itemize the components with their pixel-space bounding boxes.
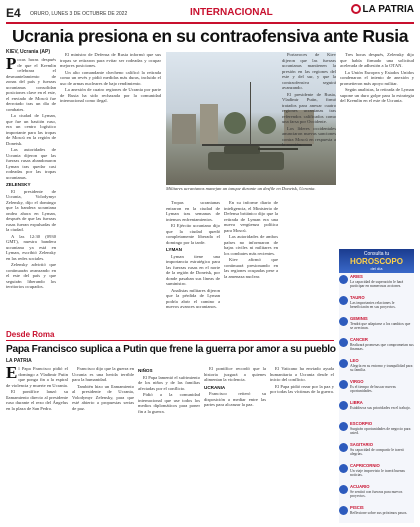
sign-text: Realizará promesas que comprometan sus finanzas. xyxy=(350,342,414,352)
article-column-5 xyxy=(282,52,336,325)
sign-name: VIRGO xyxy=(350,379,364,384)
subhead: LYMAN xyxy=(166,247,182,252)
paragraph: La Unión Europea y Estados Unidos condenaron el intento de anexión y prometieron más apoyo militar. xyxy=(340,69,414,86)
paragraph: Kiev afirmó que continuará presionando en las regiones ocupadas pese a la amenaza nuclear. xyxy=(224,257,278,279)
horoscope-sign xyxy=(339,296,414,310)
paragraph: ocas horas después de que el Kremlin celebrara el desmantelamiento de zonas del país y fuerzas ucranianas consolidan posiciones clave en el este, el enviado de Moscú fue derrotado tras un día de combates. xyxy=(6,57,56,112)
second-byline: LA PATRIA xyxy=(6,358,32,364)
taurus-icon xyxy=(339,296,348,305)
sign-text: Un viaje imprevisto le traerá buenas noticias. xyxy=(350,468,405,478)
sign-text: Las importantes relaciones le beneficiarán en sus proyectos. xyxy=(350,300,396,310)
sign-name: CANCER xyxy=(350,337,368,342)
second-story-divider xyxy=(6,340,334,341)
article-column-2 xyxy=(60,52,161,325)
paragraph: El Papa pidió rezar por la paz y por todas las víctimas de la guerra. xyxy=(270,383,334,394)
sign-name: LEO xyxy=(350,358,359,363)
sign-text: Su capacidad de compartir le traerá alegrías. xyxy=(350,447,404,457)
paragraph: A las 12:30 (0930 GMT), nuestra bandera ucraniana ya está en Lyman, escribió Zelensky en las redes sociales. xyxy=(6,233,56,261)
second-story-column-4 xyxy=(204,366,266,523)
horoscope-title-small: Consulta tu xyxy=(363,251,390,257)
horoscope-sign xyxy=(339,485,414,499)
capricorn-icon xyxy=(339,464,348,473)
sign-name: SAGITARIO xyxy=(350,442,373,447)
photo-tank-turret xyxy=(224,146,260,154)
horoscope-sign xyxy=(339,464,414,478)
sign-text: Es el tiempo de buscar nuevas oportunidades. xyxy=(350,384,396,394)
horoscope-sign xyxy=(339,338,414,352)
paragraph: El pontífice lanzó su llamamiento directo al presidente ruso durante el rezo del Ángelus en la plaza de San Pedro. xyxy=(6,389,68,411)
sagittarius-icon xyxy=(339,443,348,452)
logo-text: LA PATRIA xyxy=(362,4,414,15)
paragraph: El Vaticano ha enviado ayuda humanitaria a Ucrania desde el inicio del conflicto. xyxy=(270,366,334,382)
horoscope-box xyxy=(339,249,414,523)
sign-text: Surgirán oportunidades de negocio para usted. xyxy=(350,426,411,436)
horoscope-sign xyxy=(339,506,414,515)
paragraph: El presidente de Rusia, Vladímir Putin, firmó tratados para anexar cuatro regiones ucranianas tras referendos calificados como una farsa por Occidente. xyxy=(282,91,336,124)
second-story-column-2 xyxy=(72,366,134,523)
photo-caption: Militares ucranianos manejan un tanque durante un desfile en Donetsk, Ucrania. xyxy=(166,186,316,191)
article-column-6 xyxy=(340,52,414,246)
photo-tree xyxy=(224,112,246,134)
paragraph: Los líderes occidentales anunciaron nuevas sanciones contra Moscú en respuesta a la anexión. xyxy=(282,125,336,147)
article-column-1 xyxy=(6,57,56,325)
paragraph: La anexión de cuatro regiones de Ucrania por parte de Rusia ha sido rechazada por la comunidad internacional como ilegal. xyxy=(60,87,161,103)
photo-building xyxy=(200,104,218,144)
pisces-icon xyxy=(339,506,348,515)
virgo-icon xyxy=(339,380,348,389)
paragraph: Tres horas después, Zelensky dijo que había firmado una solicitud acelerada de adhesión a la OTAN. xyxy=(340,52,414,68)
dropcap: E xyxy=(6,366,18,382)
second-headline: Papa Francisco suplica a Putin que frene la guerra por amor a su pueblo xyxy=(6,344,336,355)
paragraph: Francisco dijo que la guerra en Ucrania es una herida terrible para la humanidad. xyxy=(72,366,134,382)
paragraph: l Papa Francisco pidió el domingo a Vladimir Putin que ponga fin a la espiral de violencia y muerte en Ucrania. xyxy=(6,366,68,388)
paragraph: Las autoridades de Ucrania dijeron que las fuerzas rusas abandonaron Lyman tras quedar casi rodeadas por las tropas ucranianas. xyxy=(6,147,56,180)
header-divider xyxy=(6,22,414,24)
article-column-3 xyxy=(166,200,220,325)
dateline: ORURO, LUNES 3 DE OCTUBRE DE 2022 xyxy=(30,11,128,17)
sign-text: Alegría en su entorno y tranquilidad para su familia. xyxy=(350,363,413,373)
second-story-column-3 xyxy=(138,366,200,523)
photo-tank xyxy=(208,152,284,170)
paragraph: Según analistas, la retirada de Lyman supone un duro golpe para la estrategia del Kremlin en el este de Ucrania. xyxy=(340,87,414,103)
subhead: NIÑOS xyxy=(138,368,153,373)
second-story-section-label: Desde Roma xyxy=(6,330,55,339)
sign-name: ACUARIO xyxy=(350,484,370,489)
sign-name: GEMINIS xyxy=(350,316,368,321)
paragraph: Portavoces de Kiev dijeron que las fuerzas ucranianas mantienen la presión en las regiones del este y del sur, y que la contraofensiva seguirá avanzando. xyxy=(282,52,336,90)
sign-name: PISCIS xyxy=(350,505,364,510)
photo-tree xyxy=(258,116,276,134)
paragraph: Analistas militares dijeron que la pérdida de Lyman podría abrir el camino a nuevos avances ucranianos. xyxy=(166,287,220,309)
paragraph: Zelensky advirtió que continuarán avanzando en el este del país y que seguirán liberando los territorios ocupados. xyxy=(6,262,56,289)
horoscope-subtitle: del día xyxy=(370,266,383,271)
aquarius-icon xyxy=(339,485,348,494)
paragraph: Un alto comandante checheno calificó la retirada como un revés y pidió medidas más duras, incluido el uso de armas nucleares de bajo rendimiento. xyxy=(60,69,161,86)
paragraph: El presidente de Ucrania, Volodymyr Zelensky, dijo el domingo que la bandera ucraniana ondea ahora en Lyman, después de que las fuerzas rusas fueran expulsadas de la ciudad. xyxy=(6,188,56,232)
paragraph: El pontífice recordó que la historia juzgará a quienes alimentan la violencia. xyxy=(204,366,266,382)
sign-text: La capacidad de superación le hará participar en numerosas acciones. xyxy=(350,279,404,289)
sign-name: TAURO xyxy=(350,295,365,300)
sign-text: Se sentirá con fuerzas para nuevos proyectos. xyxy=(350,489,403,499)
paragraph: Lyman tiene una importancia estratégica para las fuerzas rusas en el norte de la región de Donetsk, por donde pasaban sus líneas de suministro. xyxy=(166,253,220,286)
subhead: ZELENSKY xyxy=(6,182,31,187)
dropcap: P xyxy=(6,57,17,73)
sign-text: Reflexione sobre sus próximos pasos. xyxy=(350,510,408,515)
aries-icon xyxy=(339,275,348,284)
sign-name: CAPRICORNIO xyxy=(350,463,380,468)
horoscope-sign xyxy=(339,380,414,394)
second-story-column-5 xyxy=(270,366,334,523)
subhead: UCRANIA xyxy=(204,384,226,390)
paragraph: La ciudad de Lyman, que fue un bastión ruso, era un centro logístico importante para las tropas de Moscú en la región de Donetsk. xyxy=(6,113,56,146)
photo-building xyxy=(172,114,196,144)
page-number: E4 xyxy=(6,6,21,20)
horoscope-sign xyxy=(339,359,414,373)
newspaper-logo xyxy=(351,4,414,15)
scorpio-icon xyxy=(339,422,348,431)
second-story-column-1 xyxy=(6,366,68,523)
horoscope-sign xyxy=(339,401,414,410)
paragraph: Las autoridades de ambos países no informaron de bajas civiles ni militares en los combates más recientes. xyxy=(224,234,278,256)
horoscope-sign xyxy=(339,422,414,436)
horoscope-title: HOROSCOPO xyxy=(350,257,403,266)
logo-icon xyxy=(351,4,361,14)
photo-pole xyxy=(250,82,251,144)
main-headline: Ucrania presiona en su contraofensiva ante Rusia xyxy=(11,26,409,46)
sign-name: ESCORPIO xyxy=(350,421,373,426)
sign-name: LIBRA xyxy=(350,400,363,405)
page-header xyxy=(6,4,414,22)
horoscope-sign xyxy=(339,275,414,289)
sign-text: Tendrá que adaptarse a los cambios que se avecinan. xyxy=(350,321,411,331)
libra-icon xyxy=(339,401,348,410)
paragraph: Francisco reiteró su disposición a mediar entre las partes para alcanzar la paz. xyxy=(204,391,266,407)
leo-icon xyxy=(339,359,348,368)
horoscope-banner xyxy=(339,249,414,273)
sign-name: ARIES xyxy=(350,274,363,279)
cancer-icon xyxy=(339,338,348,347)
paragraph: También hizo un llamamiento al presidente de Ucrania, Volodymyr Zelensky, para que esté abierto a propuestas serias de paz. xyxy=(72,383,134,411)
paragraph: El Papa lamentó el sufrimiento de los niños y de las familias afectadas por el conflicto. xyxy=(138,374,200,391)
paragraph: El ministro de Defensa de Rusia informó que sus tropas se retiraron para evitar ser rodeadas y ocupar mejores posiciones. xyxy=(60,52,161,68)
horoscope-sign xyxy=(339,317,414,331)
horoscope-sign xyxy=(339,443,414,457)
paragraph: En su informe diario de inteligencia, el Ministerio de Defensa británico dijo que la retirada de Lyman era una nueva vergüenza política para Moscú. xyxy=(224,200,278,233)
paragraph: Tropas ucranianas entraron en la ciudad de Lyman tras semanas de intensos enfrentamientos. xyxy=(166,200,220,222)
paragraph: El Ejército ucraniano dijo que la ciudad quedó completamente liberada el domingo por la tarde. xyxy=(166,223,220,245)
article-column-4 xyxy=(224,200,278,325)
sign-text: Establezca sus prioridades en el trabajo. xyxy=(350,405,411,410)
gemini-icon xyxy=(339,317,348,326)
main-byline: KIEV, Ucrania (AP) xyxy=(6,49,50,55)
section-title: INTERNACIONAL xyxy=(190,7,273,18)
paragraph: Pidió a la comunidad internacional que use todos los medios diplomáticos para poner fin a la guerra. xyxy=(138,392,200,414)
